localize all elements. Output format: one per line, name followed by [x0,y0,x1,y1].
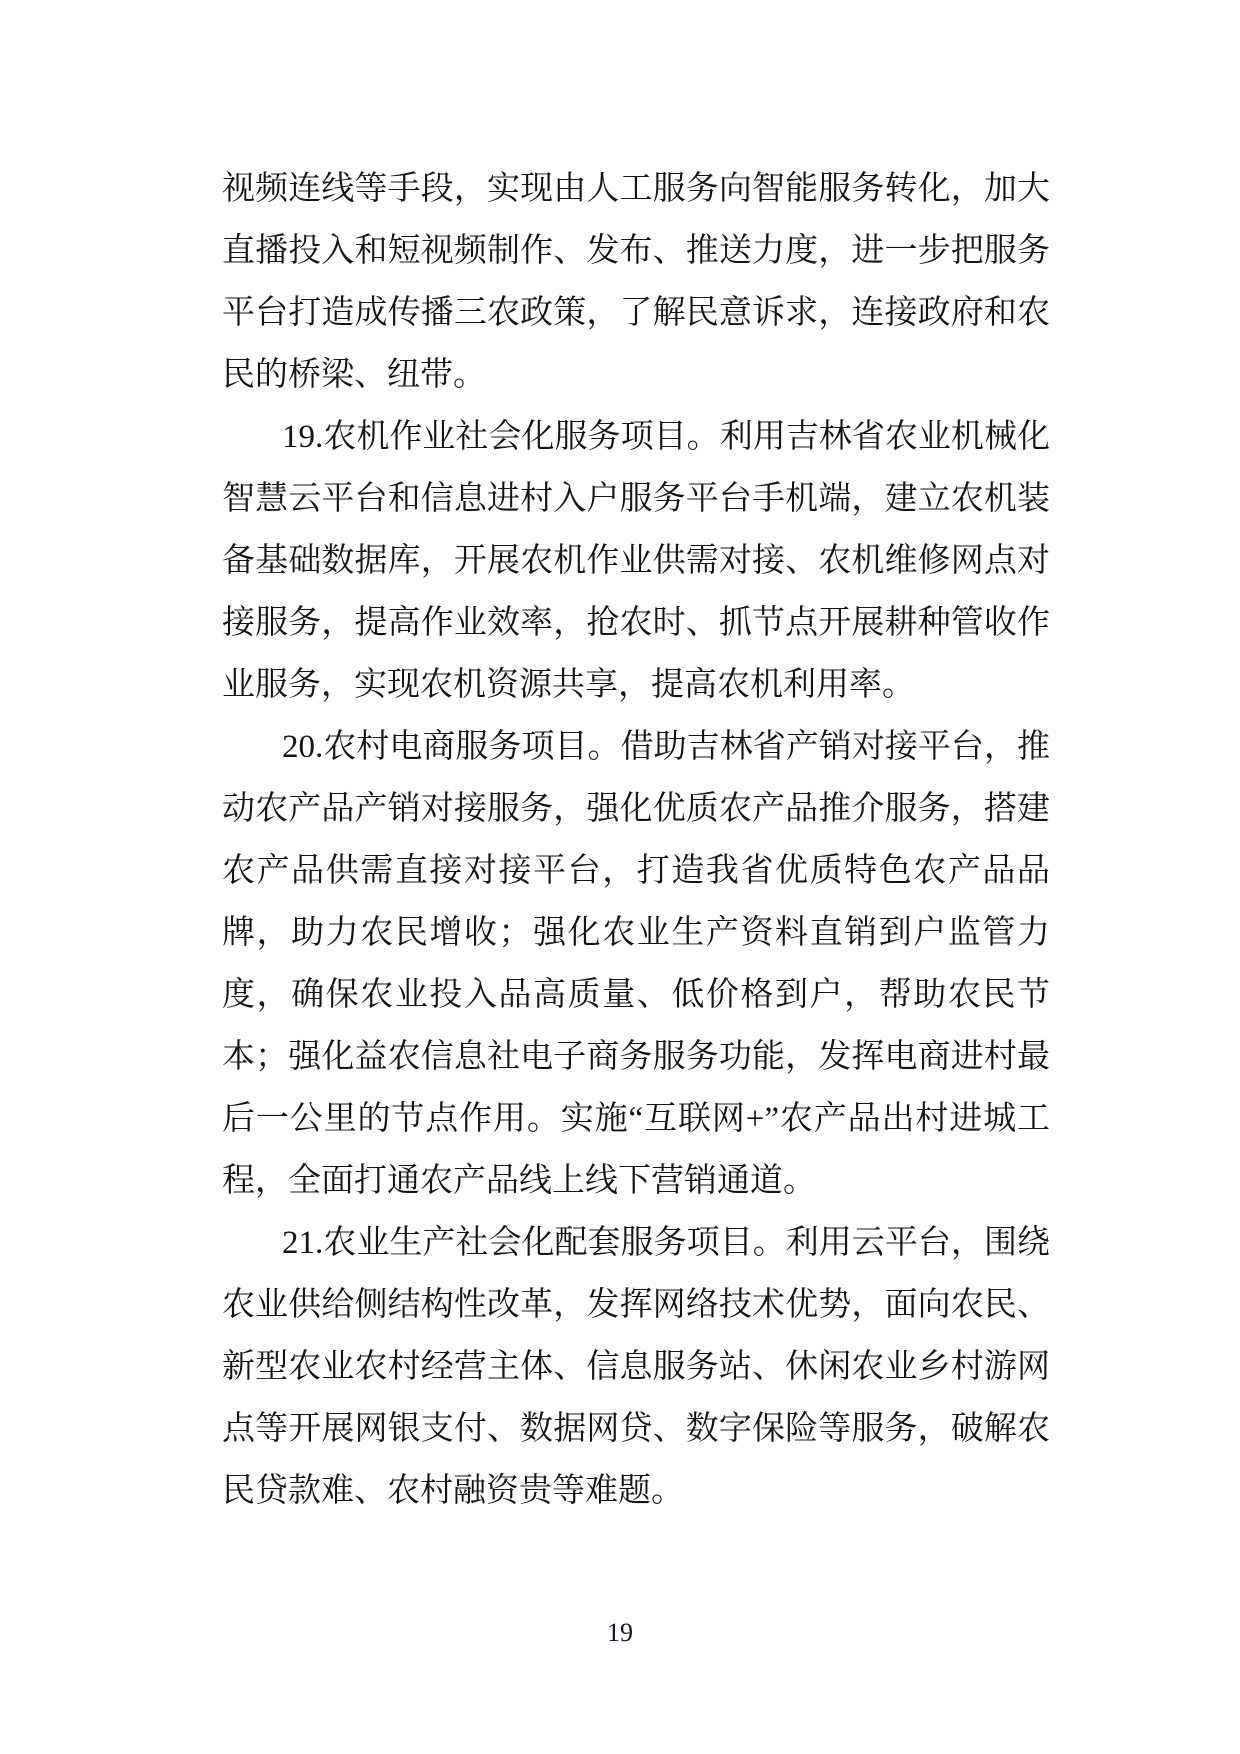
body-text-block [222,158,1050,1522]
paragraph-item-20: 20.农村电商服务项目。借助吉林省产销对接平台，推动农产品产销对接服务，强化优质农产品推介服务，搭建农产品供需直接对接平台，打造我省优质特色农产品品牌，助力农民增收；强化农业生产资料直销到户监管力度，确保农业投入品高质量、低价格到户，帮助农民节本；强化益农信息社电子商务服务功能，发挥电商进村最后一公里的节点作用。实施“互联网+”农产品出村进城工程，全面打通农产品线上线下营销通道。 [222,729,1050,1199]
page-footer [0,1616,1240,1650]
paragraph-continuation: 视频连线等手段，实现由人工服务向智能服务转化，加大直播投入和短视频制作、发布、推送力度，进一步把服务平台打造成传播三农政策，了解民意诉求，连接政府和农民的桥梁、纽带。 [222,171,1050,393]
page-number: 19 [607,1618,633,1647]
paragraph-item-19: 19.农机作业社会化服务项目。利用吉林省农业机械化智慧云平台和信息进村入户服务平台手机端，建立农机装备基础数据库，开展农机作业供需对接、农机维修网点对接服务，提高作业效率，抢农时、抓节点开展耕种管收作业服务，实现农机资源共享，提高农机利用率。 [222,419,1050,703]
paragraph-item-21: 21.农业生产社会化配套服务项目。利用云平台，围绕农业供给侧结构性改革，发挥网络技术优势，面向农民、新型农业农村经营主体、信息服务站、休闲农业乡村游网点等开展网银支付、数据网贷、数字保险等服务，破解农民贷款难、农村融资贵等难题。 [222,1225,1050,1509]
